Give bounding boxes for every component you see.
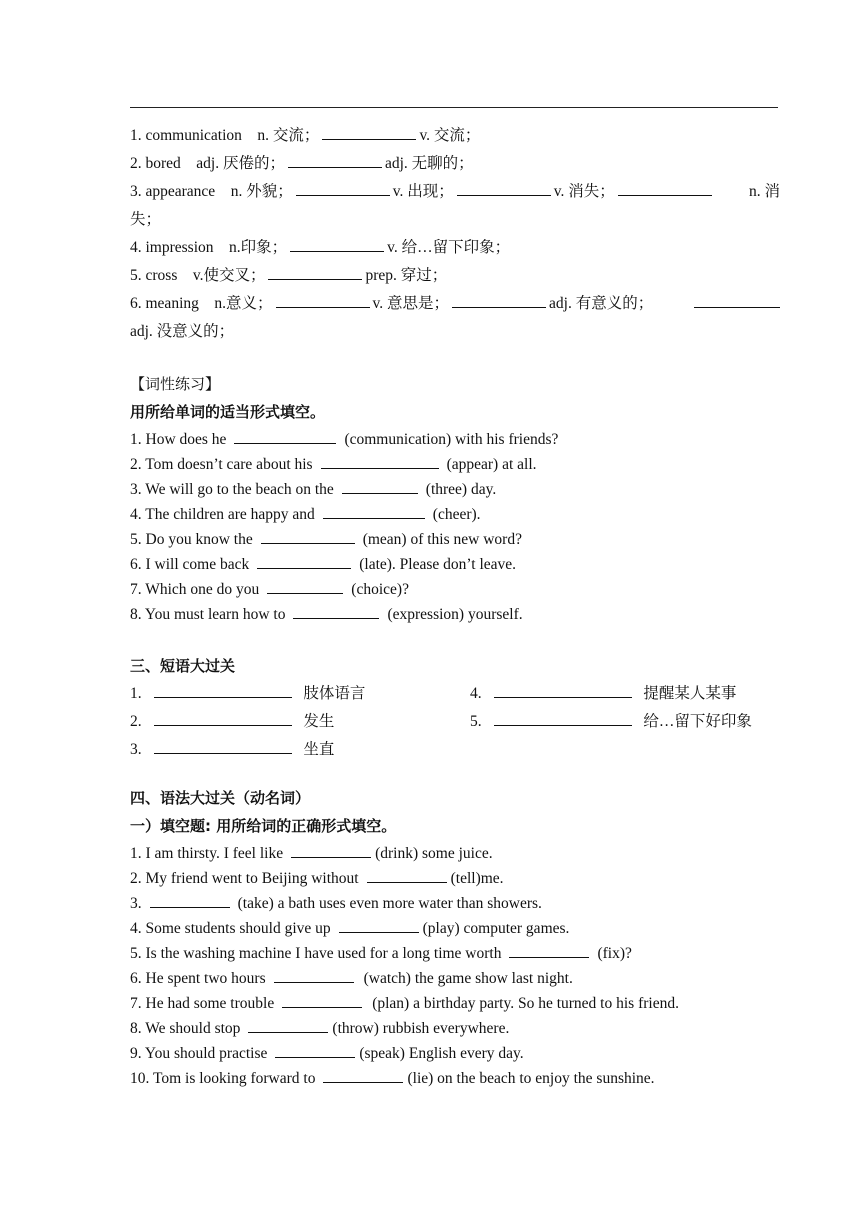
exercise-prompt: 3. <box>130 895 142 912</box>
answer-blank[interactable] <box>296 181 390 196</box>
vocab-tail: v. 交流； <box>419 127 481 144</box>
exercise-item <box>130 579 780 601</box>
exercise-hint: (plan) a birthday party. So he turned to his friend. <box>372 995 679 1012</box>
exercise-hint: (fix)? <box>597 945 632 962</box>
vocab-word: 5. cross <box>130 267 178 284</box>
section-subtitle-grammar: 一）填空题: 用所给词的正确形式填空。 <box>130 817 397 835</box>
vocab-wrap: adj. 没意义的； <box>130 323 235 340</box>
answer-blank[interactable] <box>274 968 354 983</box>
phrase-num: 2. <box>130 713 142 730</box>
exercise-hint: (three) day. <box>425 481 497 498</box>
vocab-mid: v. 意思是； <box>372 295 450 312</box>
answer-blank[interactable] <box>457 181 551 196</box>
answer-blank[interactable] <box>154 739 292 754</box>
exercise-item <box>130 554 780 576</box>
exercise-prompt: 9. You should practise <box>130 1045 268 1062</box>
exercise-item <box>130 429 780 451</box>
exercise-hint: (cheer). <box>432 506 481 523</box>
exercise-prompt: 2. Tom doesn’t care about his <box>130 456 313 473</box>
phrase-num: 1. <box>130 685 142 702</box>
exercise-item <box>130 1043 780 1065</box>
phrase-meaning: 肢体语言 <box>303 685 366 702</box>
phrase-meaning: 提醒某人某事 <box>643 685 737 702</box>
answer-blank[interactable] <box>268 265 362 280</box>
exercise-item <box>130 868 780 890</box>
vocab-tail: n. 消 <box>748 183 780 200</box>
exercise-prompt: 7. He had some trouble <box>130 995 275 1012</box>
answer-blank[interactable] <box>322 125 416 140</box>
exercise-hint: (throw) rubbish everywhere. <box>332 1020 510 1037</box>
exercise-item <box>130 968 780 990</box>
answer-blank[interactable] <box>276 293 370 308</box>
vocab-pos: n.意义； <box>214 295 273 312</box>
vocab-row-6-wrap <box>130 321 780 343</box>
vocab-word: 1. communication <box>130 127 242 144</box>
exercise-prompt: 1. I am thirsty. I feel like <box>130 845 284 862</box>
exercise-prompt: 8. We should stop <box>130 1020 241 1037</box>
exercise-item <box>130 1068 780 1090</box>
answer-blank[interactable] <box>257 554 351 569</box>
answer-blank[interactable] <box>452 293 546 308</box>
exercise-prompt: 6. I will come back <box>130 556 250 573</box>
phrase-item-3 <box>130 739 780 761</box>
exercise-hint: (communication) with his friends? <box>344 431 559 448</box>
answer-blank[interactable] <box>509 943 589 958</box>
answer-blank[interactable] <box>261 529 355 544</box>
exercise-prompt: 8. You must learn how to <box>130 606 286 623</box>
phrase-meaning: 给…留下好印象 <box>643 713 752 730</box>
vocab-mid: adj. 有意义的； <box>549 295 654 312</box>
vocab-word: 6. meaning <box>130 295 199 312</box>
exercise-prompt: 5. Do you know the <box>130 531 253 548</box>
vocab-row-1 <box>130 125 780 147</box>
exercise-hint: (mean) of this new word? <box>362 531 522 548</box>
phrase-num: 4. <box>470 685 482 702</box>
vocab-word: 3. appearance <box>130 183 216 200</box>
exercise-item <box>130 843 780 865</box>
exercise-item <box>130 604 780 626</box>
phrase-item-5 <box>470 711 752 733</box>
exercise-item <box>130 918 780 940</box>
vocab-pos: n. 交流； <box>257 127 320 144</box>
section-instruction: 用所给单词的适当形式填空。 <box>130 403 326 421</box>
exercise-hint: (speak) English every day. <box>359 1045 524 1062</box>
vocab-word: 4. impression <box>130 239 214 256</box>
exercise-prompt: 2. My friend went to Beijing without <box>130 870 359 887</box>
exercise-prompt: 7. Which one do you <box>130 581 260 598</box>
section-title-wordform: 【词性练习】 <box>130 375 221 393</box>
answer-blank[interactable] <box>342 479 418 494</box>
vocab-pos: adj. 厌倦的； <box>196 155 285 172</box>
phrase-num: 5. <box>470 713 482 730</box>
exercise-prompt: 4. Some students should give up <box>130 920 331 937</box>
exercise-prompt: 1. How does he <box>130 431 227 448</box>
exercise-hint: (expression) yourself. <box>387 606 523 623</box>
exercise-item <box>130 479 780 501</box>
vocab-row-4 <box>130 237 780 259</box>
phrase-item-4 <box>470 683 736 705</box>
vocab-pos: n.印象； <box>229 239 288 256</box>
answer-blank[interactable] <box>154 711 292 726</box>
vocab-tail: v. 给…留下印象； <box>387 239 511 256</box>
exercise-item <box>130 993 780 1015</box>
exercise-item <box>130 943 780 965</box>
vocab-row-3 <box>130 181 780 203</box>
vocab-row-6 <box>130 293 780 315</box>
answer-blank[interactable] <box>248 1018 328 1033</box>
answer-blank[interactable] <box>282 993 362 1008</box>
exercise-item <box>130 529 780 551</box>
vocab-mid: v. 出现； <box>392 183 454 200</box>
exercise-item <box>130 504 780 526</box>
answer-blank[interactable] <box>288 153 382 168</box>
phrase-meaning: 发生 <box>303 713 335 730</box>
exercise-hint: (appear) at all. <box>446 456 537 473</box>
vocab-row-2 <box>130 153 780 175</box>
exercise-prompt: 3. We will go to the beach on the <box>130 481 334 498</box>
exercise-hint: (play) computer games. <box>422 920 570 937</box>
exercise-hint: (lie) on the beach to enjoy the sunshine. <box>407 1070 655 1087</box>
exercise-item <box>130 454 780 476</box>
phrase-num: 3. <box>130 741 142 758</box>
answer-blank[interactable] <box>154 683 292 698</box>
exercise-hint: (tell)me. <box>450 870 504 887</box>
header-rule <box>130 107 778 108</box>
answer-blank[interactable] <box>339 918 419 933</box>
vocab-row-5 <box>130 265 780 287</box>
exercise-hint: (take) a bath uses even more water than showers. <box>237 895 542 912</box>
answer-blank[interactable] <box>367 868 447 883</box>
exercise-hint: (choice)? <box>351 581 409 598</box>
answer-blank[interactable] <box>494 683 632 698</box>
answer-blank[interactable] <box>150 893 230 908</box>
answer-blank[interactable] <box>694 293 780 308</box>
answer-blank[interactable] <box>275 1043 355 1058</box>
vocab-wrap: 失； <box>130 211 162 228</box>
answer-blank[interactable] <box>323 504 425 519</box>
vocab-pos: v.使交叉； <box>192 267 266 284</box>
answer-blank[interactable] <box>293 604 379 619</box>
vocab-pos: n. 外貌； <box>230 183 293 200</box>
exercise-prompt: 10. Tom is looking forward to <box>130 1070 316 1087</box>
vocab-tail: prep. 穿过； <box>365 267 448 284</box>
vocab-tail: adj. 无聊的； <box>384 155 474 172</box>
exercise-hint: (watch) the game show last night. <box>363 970 573 987</box>
exercise-item <box>130 1018 780 1040</box>
answer-blank[interactable] <box>321 454 439 469</box>
vocab-mid: v. 消失； <box>553 183 615 200</box>
exercise-prompt: 6. He spent two hours <box>130 970 266 987</box>
answer-blank[interactable] <box>618 181 712 196</box>
vocab-row-3-wrap <box>130 209 780 231</box>
phrase-meaning: 坐直 <box>303 741 335 758</box>
exercise-item <box>130 893 780 915</box>
section-title-phrases: 三、短语大过关 <box>130 657 236 675</box>
exercise-prompt: 5. Is the washing machine I have used for a long time worth <box>130 945 502 962</box>
answer-blank[interactable] <box>290 237 384 252</box>
answer-blank[interactable] <box>291 843 371 858</box>
exercise-hint: (drink) some juice. <box>375 845 493 862</box>
exercise-prompt: 4. The children are happy and <box>130 506 315 523</box>
answer-blank[interactable] <box>494 711 632 726</box>
vocab-word: 2. bored <box>130 155 181 172</box>
answer-blank[interactable] <box>234 429 336 444</box>
section-title-grammar: 四、语法大过关（动名词） <box>130 789 311 807</box>
answer-blank[interactable] <box>267 579 343 594</box>
answer-blank[interactable] <box>323 1068 403 1083</box>
exercise-hint: (late). Please don’t leave. <box>359 556 517 573</box>
